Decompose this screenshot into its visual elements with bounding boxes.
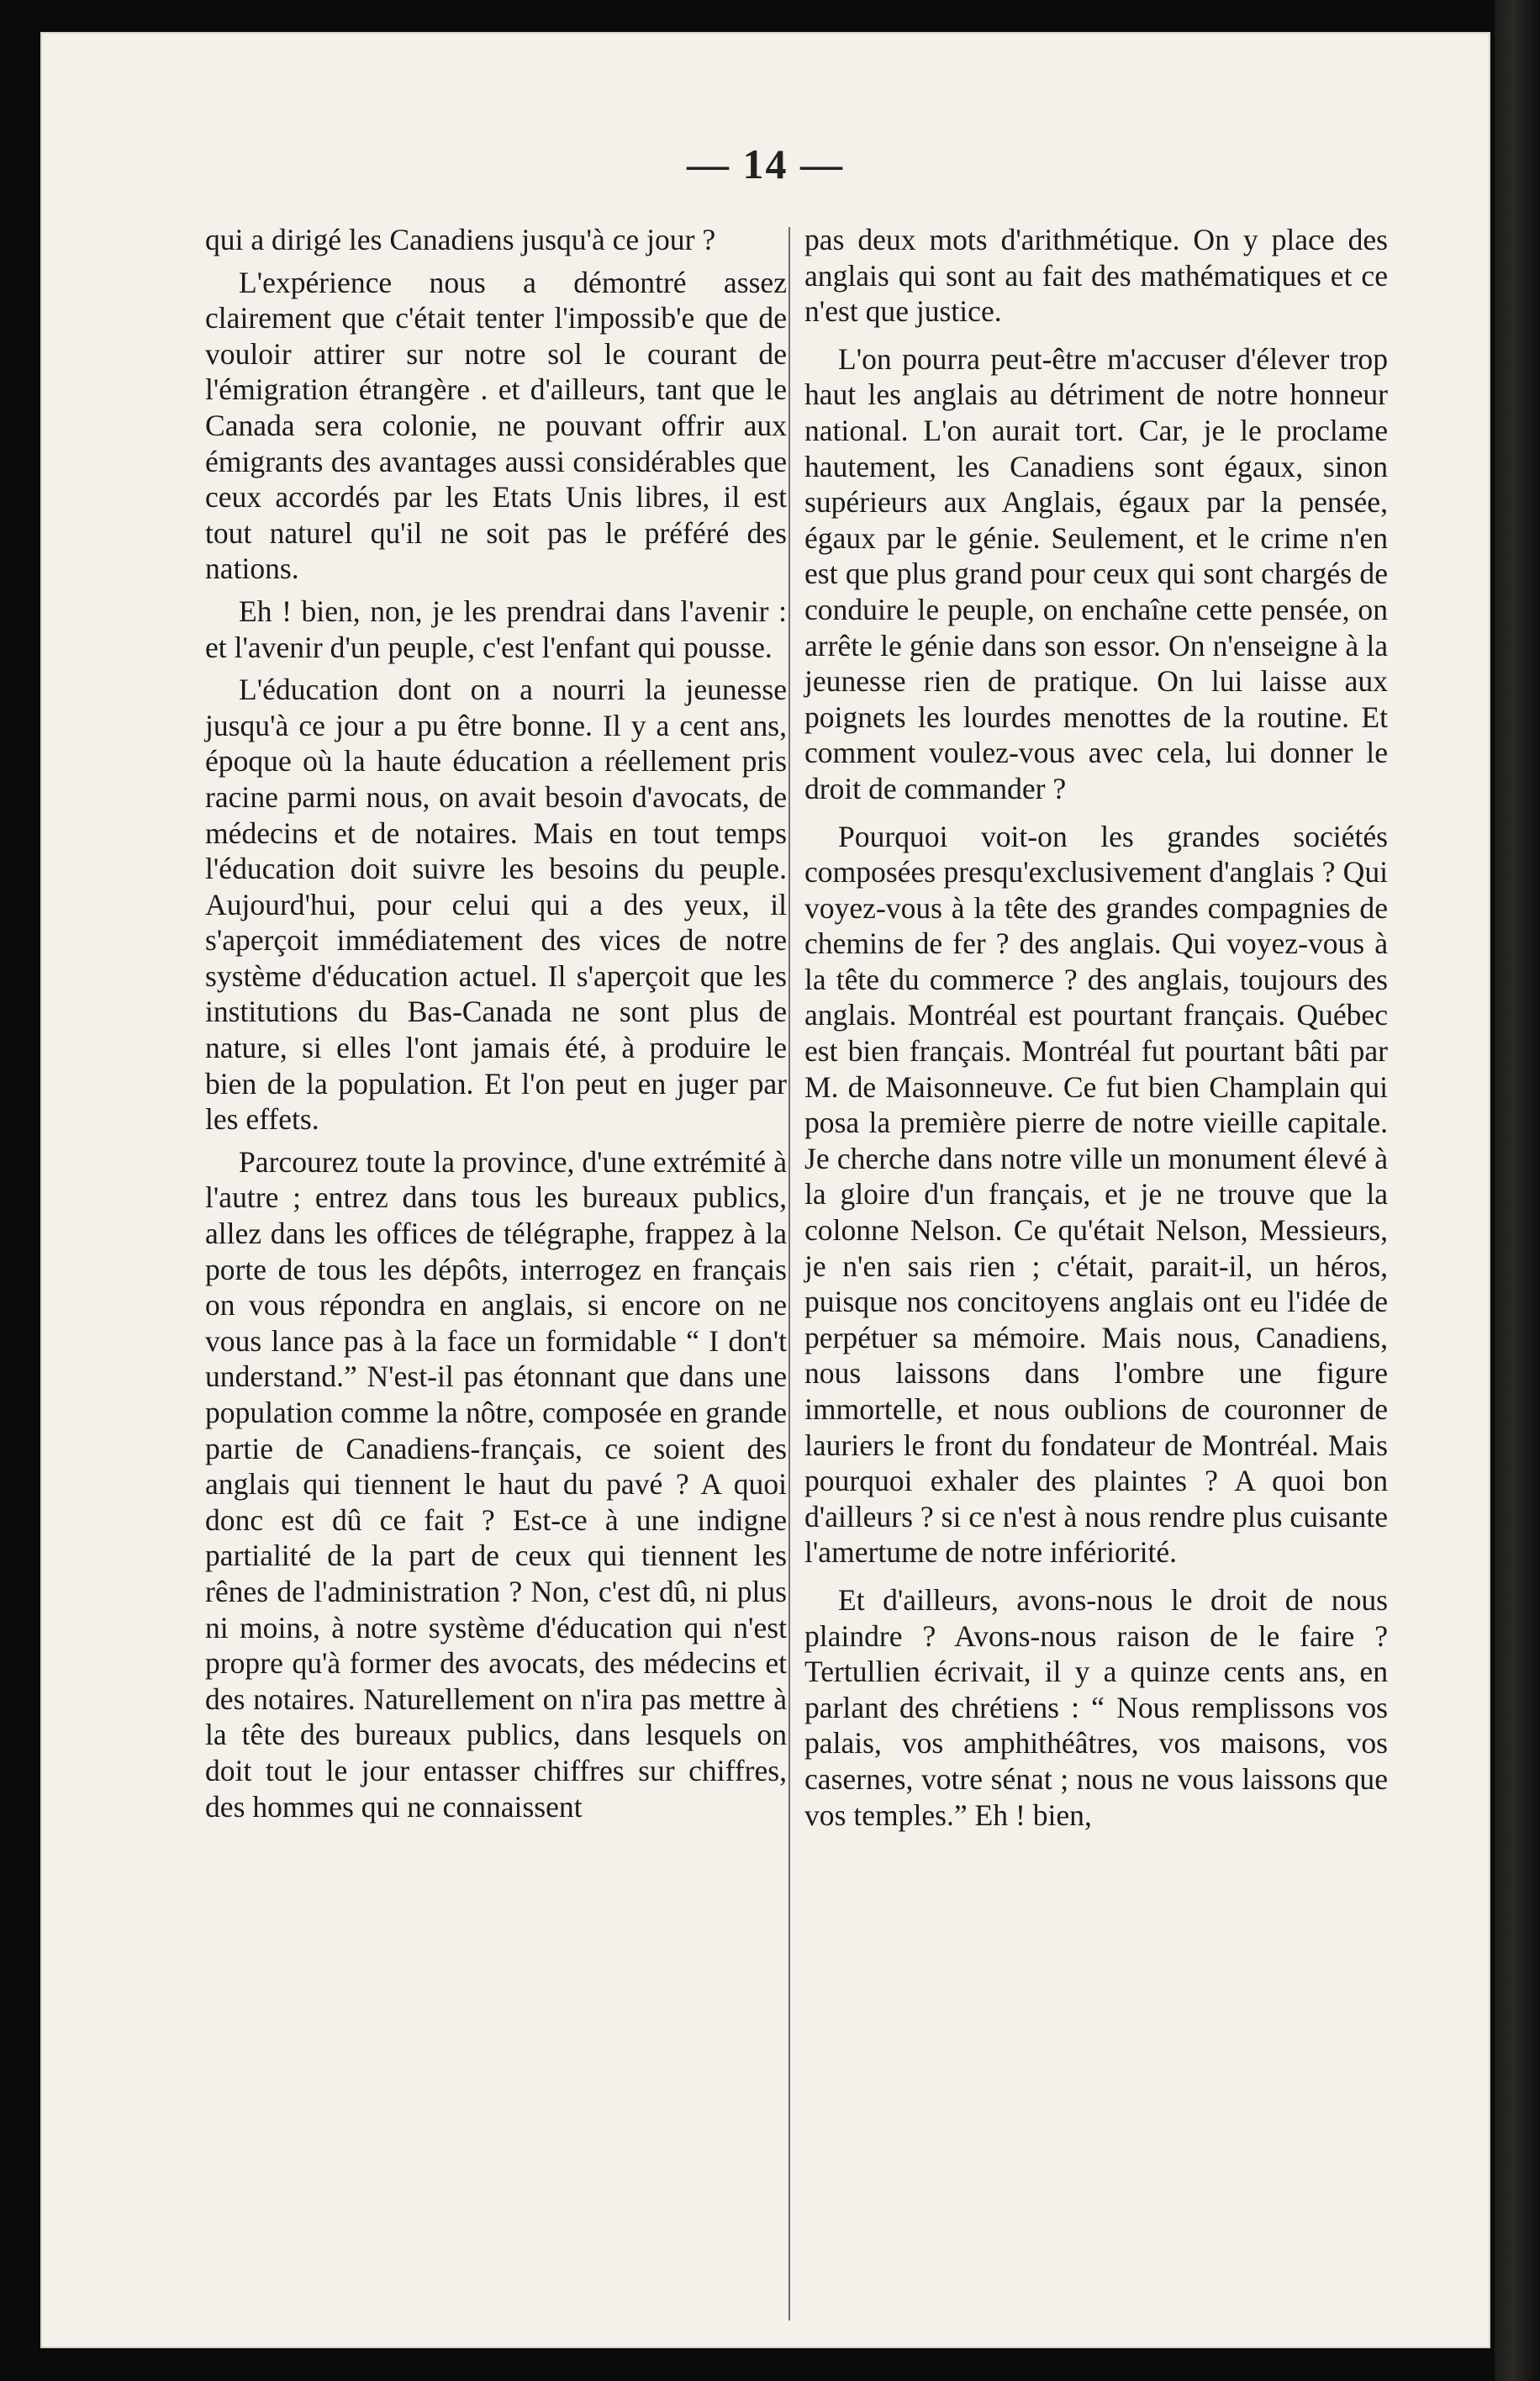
paragraph-continued: pas deux mots d'arithmétique. On y place des anglais qui sont au fait des mathématiques et ce n'est que justice. <box>804 223 1388 329</box>
scanned-page <box>40 32 1490 2348</box>
left-column <box>205 222 787 1824</box>
paragraph: Pourquoi voit-on les grandes sociétés composées presqu'exclusivement d'anglais ? Qui voyez-vous à la tête des grandes compagnies de chemins de fer ? des anglais. Qui voyez-vous à la tête du commerce ? des anglais, toujours des anglais. Montréal est pourtant français. Québec est bien français. Montréal fut pourtant bâti par M. de Maisonneuve. Ce fut bien Champlain qui posa la première pierre de notre vieille capitale. Je cherche dans notre ville un monument élevé à la gloire d'un français, et je ne trouve que la colonne Nelson. Ce qu'était Nelson, Messieurs, je n'en sais rien ; c'était, parait-il, un héros, puisque nos concitoyens anglais ont eu l'idée de perpétuer sa mémoire. Mais nous, Canadiens, nous laissons dans l'ombre une figure immortelle, et nous oublions de couronner de lauriers le front du fondateur de Montréal. Mais pourquoi exhaler des plaintes ? A quoi bon d'ailleurs ? si ce n'est à nous rendre plus cuisante l'amertume de notre infériorité. <box>804 819 1388 1570</box>
column-divider <box>788 227 790 2320</box>
paragraph: L'on pourra peut-être m'accuser d'élever trop haut les anglais au détriment de notre honneur national. L'on aurait tort. Car, je le proclame hautement, les Canadiens sont égaux, sinon supérieurs aux Anglais, égaux par la pensée, égaux par le génie. Seulement, et le crime n'en est que plus grand pour ceux qui sont chargés de conduire le peuple, on enchaîne cette pensée, on arrête le génie dans son essor. On n'enseigne à la jeunesse rien de pratique. On lui laisse aux poignets les lourdes menottes de la routine. Et comment voulez-vous avec cela, lui donner le droit de commander ? <box>804 341 1388 805</box>
scan-edge <box>1495 0 1540 2381</box>
paragraph: Et d'ailleurs, avons-nous le droit de nous plaindre ? Avons-nous raison de le faire ? Tertullien écrivait, il y a quinze cents ans, en parlant des chrétiens : “ Nous remplissons vos palais, vos amphithéâtres, vos maisons, vos casernes, votre sénat ; nous ne vous laissons que vos temples.” Eh ! bien, <box>804 1582 1388 1832</box>
paragraph: L'expérience nous a démontré assez clairement que c'était tenter l'impossib'e que de vouloir attirer sur notre sol le courant de l'émigration étrangère . et d'ailleurs, tant que le Canada sera colonie, ne pouvant offrir aux émigrants des avantages aussi considérables que ceux accordés par les Etats Unis libres, il est tout naturel qu'il ne soit pas le préféré des nations. <box>205 265 787 586</box>
paragraph: Eh ! bien, non, je les prendrai dans l'avenir : et l'avenir d'un peuple, c'est l'enfant qui pousse. <box>205 594 787 664</box>
right-column <box>804 222 1388 1833</box>
page-number: — 14 — <box>687 140 844 187</box>
paragraph-continued: qui a dirigé les Canadiens jusqu'à ce jour ? <box>205 223 716 256</box>
paragraph: Parcourez toute la province, d'une extrémité à l'autre ; entrez dans tous les bureaux publics, allez dans les offices de télégraphe, frappez à la porte de tous les dépôts, interrogez en français on vous répondra en anglais, si encore on ne vous lance pas à la face un formidable “ I don't understand.” N'est-il pas étonnant que dans une population comme la nôtre, composée en grande partie de Canadiens-français, ce soient des anglais qui tiennent le haut du pavé ? A quoi donc est dû ce fait ? Est-ce à une indigne partialité de la part de ceux qui tiennent les rênes de l'administration ? Non, c'est dû, ni plus ni moins, à notre système d'éducation qui n'est propre qu'à former des avocats, des médecins et des notaires. Naturellement on n'ira pas mettre à la tête des bureaux publics, dans lesquels on doit tout le jour entasser chiffres sur chiffres, des hommes qui ne connaissent <box>205 1144 787 1824</box>
paragraph: L'éducation dont on a nourri la jeunesse jusqu'à ce jour a pu être bonne. Il y a cent ans, époque où la haute éducation a réellement pris racine parmi nous, on avait besoin d'avocats, de médecins et de notaires. Mais en tout temps l'éducation doit suivre les besoins du peuple. Aujourd'hui, pour celui qui a des yeux, il s'aperçoit immédiatement des vices de notre système d'éducation actuel. Il s'aperçoit que les institutions du Bas-Canada ne sont plus de nature, si elles l'ont jamais été, à produire le bien de la population. Et l'on peut en juger par les effets. <box>205 673 787 1137</box>
